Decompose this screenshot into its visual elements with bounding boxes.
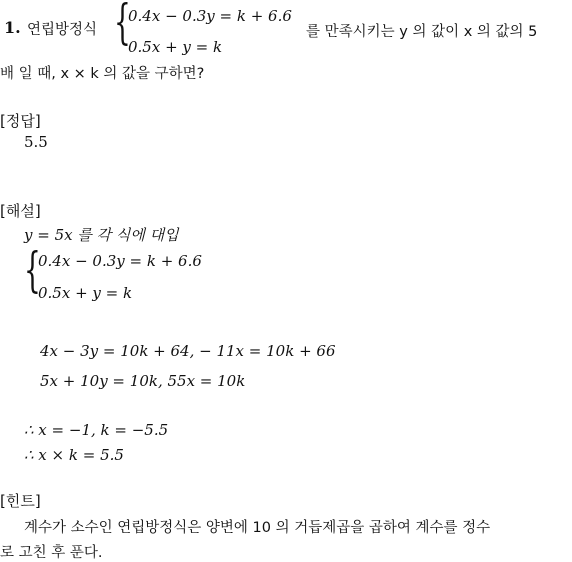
solution-therefore2: ∴ x × k = 5.5 [24,446,124,464]
solution-sys-eq2: 0.5x + y = k [38,284,133,302]
hint-line2: 로 고친 후 푼다. [0,545,103,561]
hint-header: [힌트] [0,492,41,510]
problem-condition-line2: 배 일 때, x × k 의 값을 구하면? [0,66,205,82]
solution-header: [해설] [0,202,41,220]
answer-header: [정답] [0,112,41,130]
problem-condition-line1: 를 만족시키는 y 의 값이 x 의 값의 5 [306,24,538,40]
solution-line-a: 4x − 3y = 10k + 64, − 11x = 10k + 66 [40,342,336,360]
problem-intro: 연립방정식 [27,22,98,38]
problem-system-brace: { [114,0,131,50]
problem-eq2: 0.5x + y = k [128,38,223,56]
answer-value: 5.5 [24,133,48,151]
solution-therefore1: ∴ x = −1, k = −5.5 [24,421,169,439]
solution-line-b: 5x + 10y = 10k, 55x = 10k [40,372,246,390]
solution-step1: y = 5x 를 각 식에 대입 [24,226,179,244]
solution-sys-eq1: 0.4x − 0.3y = k + 6.6 [38,252,202,270]
solution-system-brace: { [24,242,41,298]
problem-number: 1. [4,18,21,37]
problem-eq1: 0.4x − 0.3y = k + 6.6 [128,7,292,25]
hint-line1: 계수가 소수인 연립방정식은 양변에 10 의 거듭제곱을 곱하여 계수를 정수 [24,520,491,536]
